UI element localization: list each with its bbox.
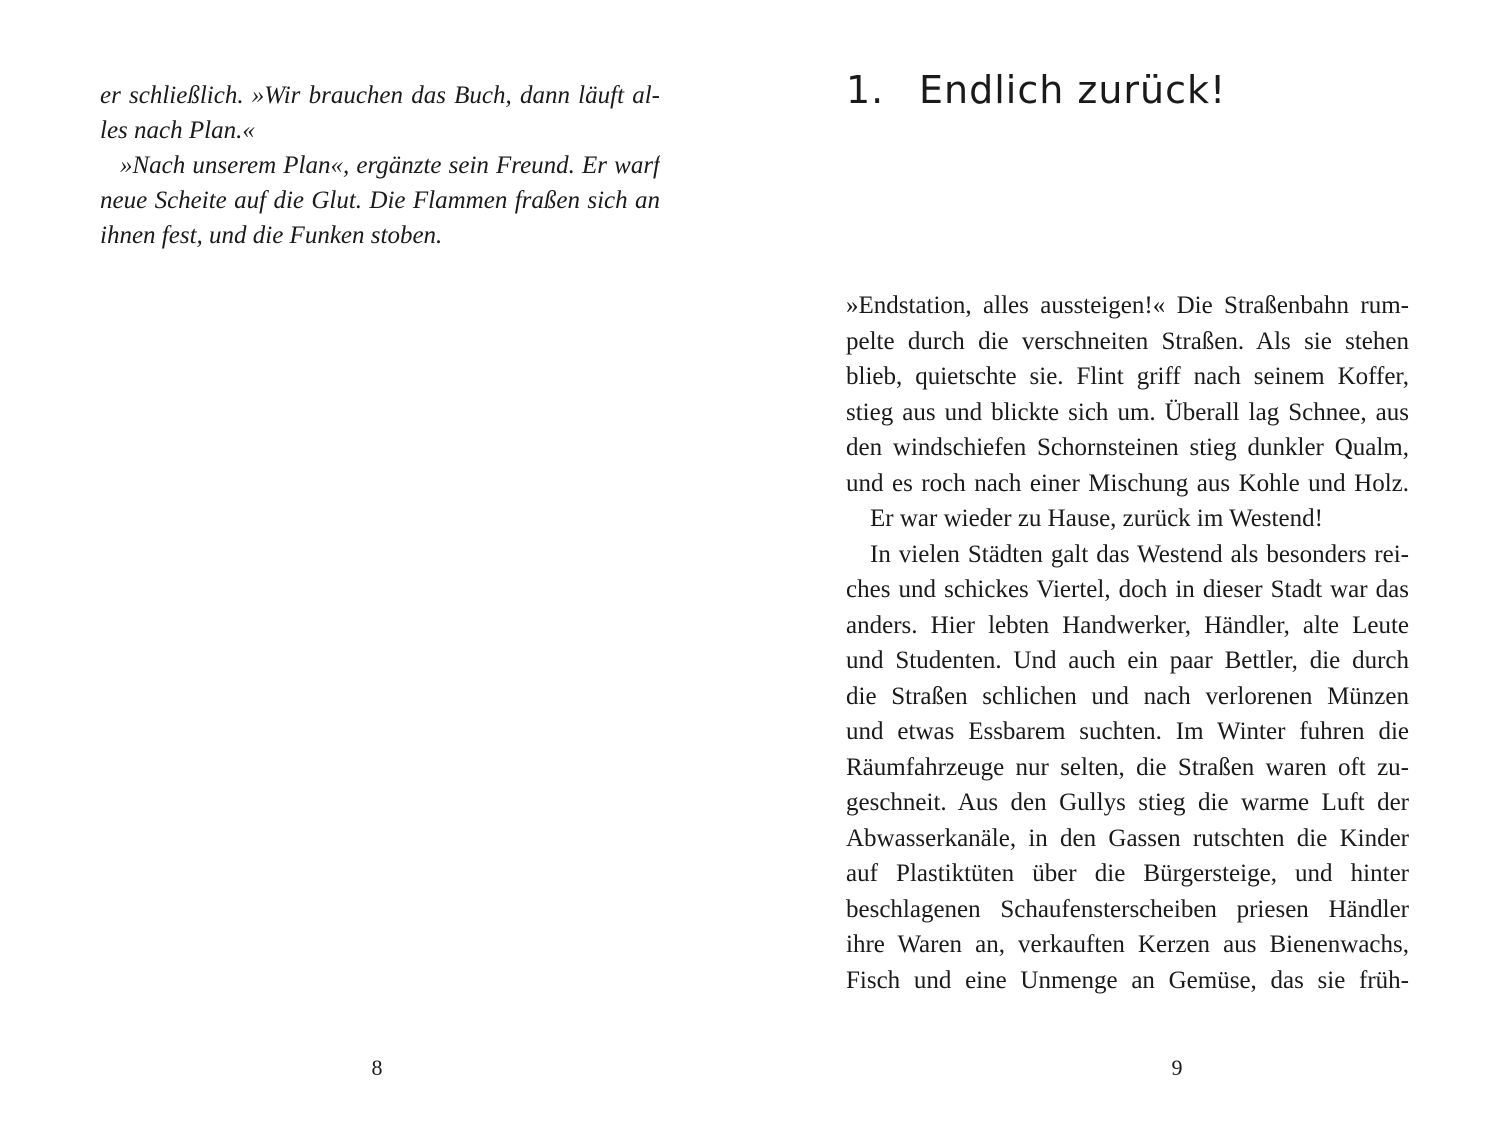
chapter-number: 1. [846,68,885,112]
right-line-11: und Studenten. Und auch ein paar Bettler, die durch [846,647,1409,674]
right-line-13: und etwas Essbarem suchten. Im Winter fuhren die [846,718,1409,745]
right-line-20: Fisch und eine Unmenge an Gemüse, das sie früh- [846,967,1409,994]
left-line-4: neue Scheite auf die Glut. Die Flammen fraßen sich an [100,187,660,214]
right-line-12: die Straßen schlichen und nach verlorenen Münzen [846,683,1409,710]
right-line-10: anders. Hier lebten Handwerker, Händler, alte Leute [846,612,1409,639]
right-line-18: beschlagenen Schaufensterscheiben priesen Händler [846,896,1409,923]
right-line-16: Abwasserkanäle, in den Gassen rutschten die Kinder [846,825,1409,852]
right-line-19: ihre Waren an, verkauften Kerzen aus Bienenwachs, [846,931,1409,958]
left-line-3: »Nach unserem Plan«, ergänzte sein Freund. Er warf [120,152,660,179]
right-line-5: den windschiefen Schornsteinen stieg dunkler Qualm, [846,434,1409,461]
right-line-14: Räumfahrzeuge nur selten, die Straßen waren oft zu- [846,754,1409,781]
left-line-1: er schließlich. »Wir brauchen das Buch, dann läuft al- [100,82,660,109]
right-page [750,0,1500,1140]
right-line-1: »Endstation, alles aussteigen!« Die Straßenbahn rum- [846,292,1409,319]
right-line-17: auf Plastiktüten über die Bürgersteige, und hinter [846,860,1409,887]
right-line-6: und es roch nach einer Mischung aus Kohle und Holz. [846,470,1409,497]
left-line-5: ihnen fest, und die Funken stoben. [100,222,443,249]
right-line-7: Er war wieder zu Hause, zurück im Westend! [870,505,1323,532]
chapter-title: Endlich zurück! [919,68,1227,112]
right-line-3: blieb, quietschte sie. Flint griff nach seinem Koffer, [846,363,1409,390]
right-line-2: pelte durch die verschneiten Straßen. Als sie stehen [846,328,1409,355]
right-line-9: ches und schickes Viertel, doch in dieser Stadt war das [846,576,1409,603]
page-number-right: 9 [1171,1055,1183,1080]
chapter-heading [846,68,1446,118]
left-line-2: les nach Plan.« [100,117,255,144]
right-line-4: stieg aus und blickte sich um. Überall lag Schnee, aus [846,399,1409,426]
page-number-left: 8 [371,1055,383,1080]
right-line-15: geschneit. Aus den Gullys stieg die warme Luft der [846,789,1409,816]
right-line-8: In vielen Städten galt das Westend als besonders rei- [870,541,1409,568]
